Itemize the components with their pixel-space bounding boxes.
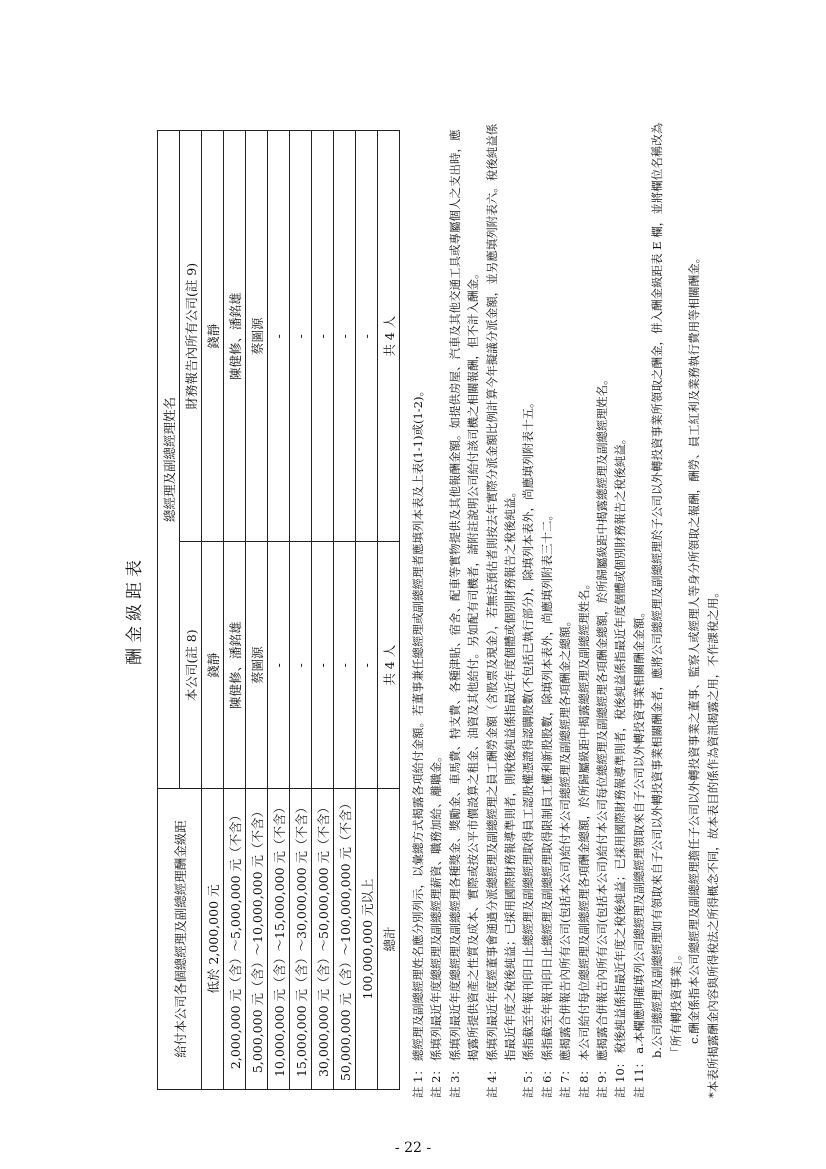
note-item [556,122,574,1098]
table-row [334,131,356,1090]
note-label: 註 5： [521,1064,536,1098]
note-11-b: b.公司總經理及副總經理如有領取來自子公司以外轉投資事業相關酬金者，應將公司總經理及副總經理於子公司以外轉投資事業所領取之酬金，併入酬金級距表 E 欄，並將欄位名稱改為「所有轉投資事業」。 [650,122,683,1058]
note-text: a.本欄應明確填列公司總經理及副總經理領取來自子公司以外轉投資事業相關酬金金額。 [631,606,646,1054]
note-text: 係填列最近年度總經理及副總經理各種獎金、獎勵金、車馬費、特支費、各種津貼、宿舍、配車等實物提供及其他報酬金額。如提供房屋、汽車及其他交通工具或專屬個人之支出時，應揭露所提供資產之性質及成本、實際或按公平市價設算之租金、油資及其他給付。另如配有司機者，請附註說明公司給付該司機之相關報酬，但不計入酬金。 [447,129,481,1062]
note-item [575,122,593,1098]
page-number: - 22 - [394,1140,432,1156]
company-cell: 錢靜 [202,542,224,789]
note-label: 註 1： [411,1064,425,1098]
table-row [202,131,224,1090]
note-item [519,122,537,1098]
note-item [593,122,611,1098]
all-companies-cell: - [356,131,378,542]
total-all-companies: 共 4 人 [378,131,400,542]
rotated-page-content [117,112,720,1108]
company-cell: - [334,542,356,789]
bracket-cell: 50,000,000 元（含）～100,000,000 元（不含） [334,789,356,1090]
bracket-header: 給付本公司各個總經理及副總經理酬金級距 [158,789,202,1090]
all-companies-cell: 陳健修、潘銘雄 [224,131,246,542]
table-row [224,131,246,1090]
bracket-cell: 10,000,000 元（含）～15,000,000 元（不含） [268,789,290,1090]
names-header: 總經理及副總經理姓名 [158,131,180,789]
table-row [356,131,378,1090]
compensation-bracket-table [157,130,400,1090]
bracket-cell: 100,000,000 元以上 [356,789,378,1090]
company-cell: 蔡圖源 [246,542,268,789]
note-text: 本公司給付每位總經理及副總經理各項酬金總額，於所歸屬級距中揭露總經理及副總經理姓名。 [576,578,591,1062]
note-text: 係填列最近年度經董事會通過分派總經理及副總經理之員工酬勞金額（含股票及現金），若無法預估者則按去年實際分派金額比例計算今年擬議分派金額，並另應填列附表六。稅後純益係指最近年度之稅後純益；已採用國際財務報導準則者，則稅後純益係指最近年度個體或個別財務報告之稅後純益。 [484,123,518,1062]
note-item [611,122,629,1098]
note-item [427,122,445,1098]
note-label: 註 2： [429,1064,444,1098]
table-row [290,131,312,1090]
note-item [630,122,648,1098]
total-row [378,131,400,1090]
footnote: *本表所揭露酬金內容與所得稅法之所得概念不同，故本表目的係作為資訊揭露之用，不作課稅之用。 [705,586,720,1098]
company-cell: - [356,542,378,789]
note-text: 應揭露合併報告內所有公司(包括本公司)給付本公司每位總經理及副總經理各項酬金總額，於所歸屬級距中揭露總經理及副總經理姓名。 [595,373,610,1062]
table-row [246,131,268,1090]
bracket-cell: 15,000,000 元（含）～30,000,000 元（不含） [290,789,312,1090]
note-label: 註 3： [447,1064,462,1098]
all-companies-header: 財務報告內所有公司(註 9) [180,131,202,542]
note-label: 註 10： [613,1056,628,1098]
all-companies-cell: - [334,131,356,542]
total-label: 總計 [378,789,400,1090]
all-companies-cell: - [268,131,290,542]
page-title: 酬金級距表 [125,555,145,665]
all-companies-cell: - [290,131,312,542]
table-header-row [158,131,180,1090]
note-11-c: c.酬金係指本公司總經理及副總經理擔任子公司以外轉投資事業之董事、監察人或經理人等身分所領取之報酬，酬勞、員工紅利及業務執行費用等相關酬金。 [687,251,702,1044]
all-companies-cell: 錢靜 [202,131,224,542]
all-companies-cell: 蔡圖源 [246,131,268,542]
bracket-cell: 30,000,000 元（含）～50,000,000 元（不含） [312,789,334,1090]
note-text: 稅後純益係指最近年度之稅後純益；已採用國際財務報導準則者，稅後純益係指最近年度個體或個別財務報告之稅後純益。 [613,432,628,1054]
note-text: 總經理及副總經理姓名應分別列示，以彙總方式揭露各項給付金額。若董事兼任總經理或副總經理者應填列本表及上表(1-1)或(1-2)。 [411,385,425,1062]
note-label: 註 8： [576,1064,591,1098]
note-label: 註 4： [484,1064,499,1098]
company-header: 本公司(註 8) [180,542,202,789]
note-text: 應揭露合併報告內所有公司(包括本公司)給付本公司總經理及副總經理各項酬金之總額。 [558,615,573,1062]
note-item [409,122,427,1098]
note-text: 係指截至年報刊印日止總經理及副總經理取得限制員工權利新股股數，除填列本表外，尚應填列附表三十二。 [539,509,554,1062]
company-cell: - [290,542,312,789]
bracket-cell: 低於 2,000,000 元 [202,789,224,1090]
note-text: 係指截至年報刊印日止總經理及副總經理取得員工認股權憑證得認購股數(不包括已執行部分)，除填列本表外，尚應填列附表十五。 [521,396,536,1062]
note-text: 係填列最近年度總經理及副總經理薪資、職務加給、離職金。 [429,750,444,1062]
note-item [483,122,520,1098]
company-cell: - [312,542,334,789]
table-row [312,131,334,1090]
total-company: 共 4 人 [378,542,400,789]
notes-section [409,122,722,1098]
note-label: 註 6： [539,1064,554,1098]
note-item [538,122,556,1098]
bracket-cell: 5,000,000 元（含）～10,000,000 元（不含） [246,789,268,1090]
note-item [446,122,483,1098]
company-cell: - [268,542,290,789]
bracket-cell: 2,000,000 元（含）～5,000,000 元（不含） [224,789,246,1090]
all-companies-cell: - [312,131,334,542]
note-label: 註 7： [558,1064,573,1098]
note-label: 註 9： [595,1064,610,1098]
company-cell: 陳健修、潘銘雄 [224,542,246,789]
note-label: 註 11： [631,1056,646,1098]
table-row [268,131,290,1090]
